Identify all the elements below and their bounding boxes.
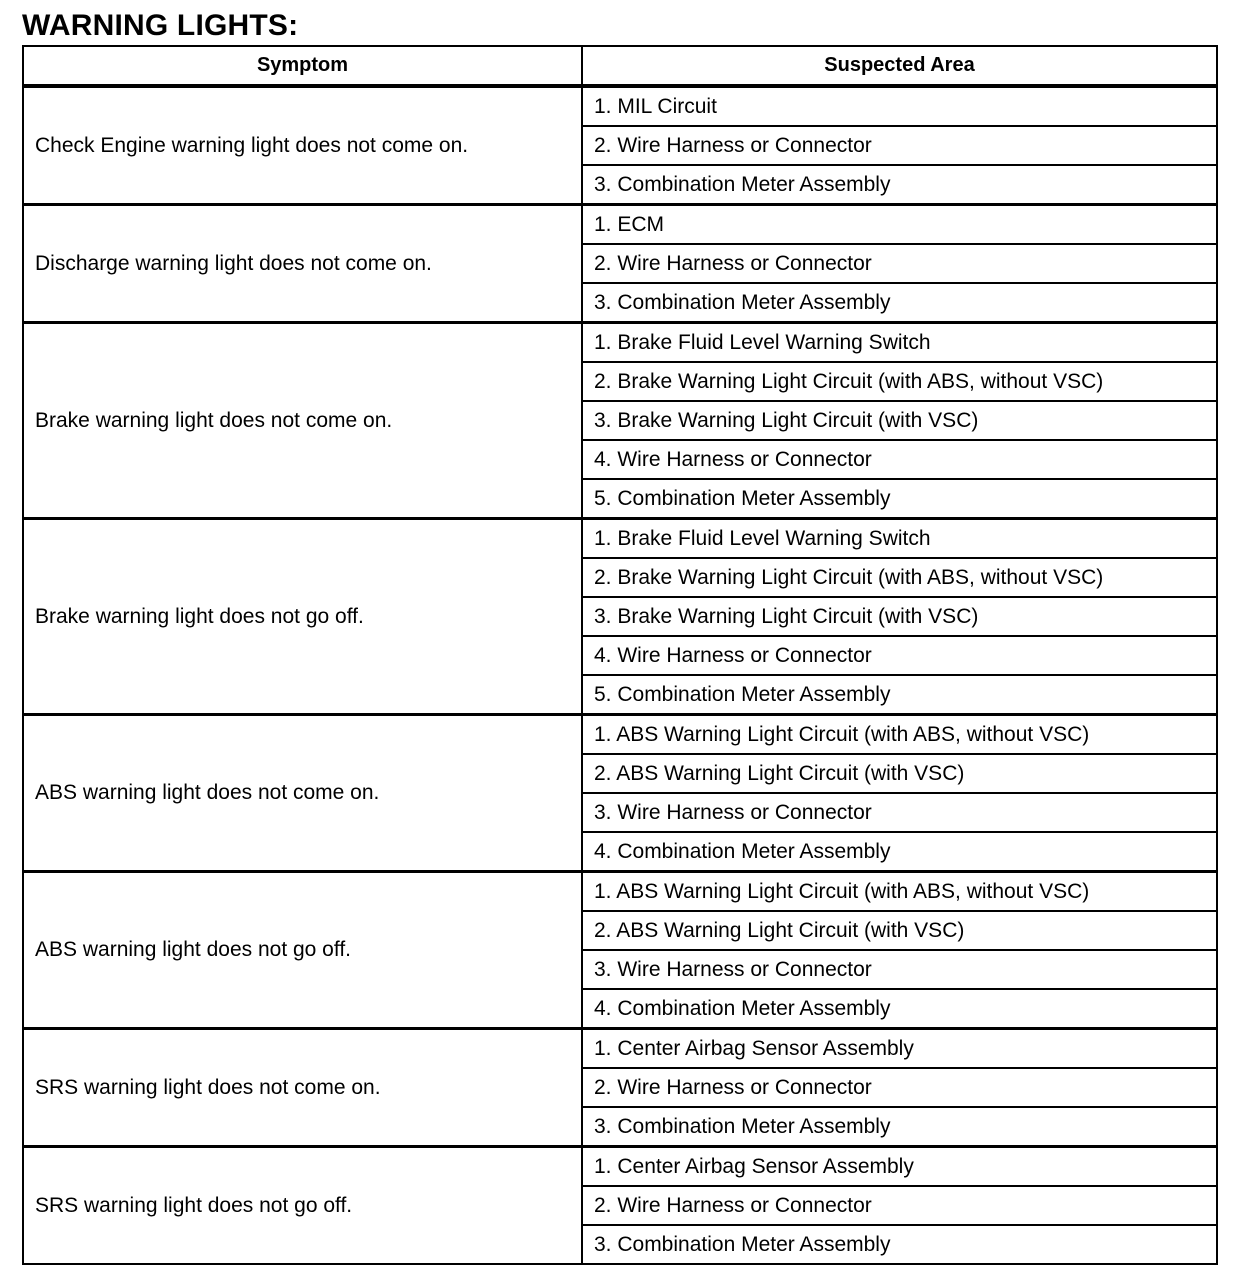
symptom-cell: Check Engine warning light does not come on. [23, 86, 582, 205]
table-row [23, 205, 1217, 245]
suspected-area-cell: 3. Combination Meter Assembly [582, 1107, 1217, 1147]
suspected-area-cell: 2. Wire Harness or Connector [582, 126, 1217, 165]
symptom-cell: ABS warning light does not go off. [23, 872, 582, 1029]
suspected-area-cell: 4. Wire Harness or Connector [582, 440, 1217, 479]
warning-lights-table-container [22, 45, 1216, 1265]
suspected-area-cell: 1. ECM [582, 205, 1217, 245]
symptom-cell: Brake warning light does not come on. [23, 323, 582, 519]
suspected-area-cell: 1. Center Airbag Sensor Assembly [582, 1147, 1217, 1187]
suspected-area-cell: 1. Brake Fluid Level Warning Switch [582, 519, 1217, 559]
symptom-cell: ABS warning light does not come on. [23, 715, 582, 872]
symptom-column-header: Symptom [23, 46, 582, 86]
suspected-area-cell: 3. Combination Meter Assembly [582, 165, 1217, 205]
table-row [23, 1029, 1217, 1069]
suspected-area-cell: 2. Brake Warning Light Circuit (with ABS, without VSC) [582, 362, 1217, 401]
table-row [23, 715, 1217, 755]
warning-lights-table [22, 45, 1218, 1265]
symptom-cell: Brake warning light does not go off. [23, 519, 582, 715]
suspected-area-cell: 2. Wire Harness or Connector [582, 1068, 1217, 1107]
table-row [23, 323, 1217, 363]
suspected-area-cell: 3. Brake Warning Light Circuit (with VSC) [582, 597, 1217, 636]
suspected-area-cell: 2. ABS Warning Light Circuit (with VSC) [582, 754, 1217, 793]
table-row [23, 519, 1217, 559]
suspected-area-cell: 5. Combination Meter Assembly [582, 675, 1217, 715]
table-row [23, 86, 1217, 126]
suspected-area-cell: 2. ABS Warning Light Circuit (with VSC) [582, 911, 1217, 950]
suspected-area-cell: 2. Wire Harness or Connector [582, 244, 1217, 283]
suspected-area-cell: 1. Brake Fluid Level Warning Switch [582, 323, 1217, 363]
symptom-cell: SRS warning light does not come on. [23, 1029, 582, 1147]
suspected-area-cell: 4. Combination Meter Assembly [582, 989, 1217, 1029]
table-row [23, 872, 1217, 912]
table-body [23, 86, 1217, 1264]
symptom-cell: Discharge warning light does not come on. [23, 205, 582, 323]
table-row [23, 1147, 1217, 1187]
suspected-area-cell: 3. Brake Warning Light Circuit (with VSC) [582, 401, 1217, 440]
suspected-area-cell: 1. MIL Circuit [582, 86, 1217, 126]
suspected-area-cell: 1. ABS Warning Light Circuit (with ABS, without VSC) [582, 715, 1217, 755]
suspected-area-cell: 5. Combination Meter Assembly [582, 479, 1217, 519]
suspected-area-cell: 3. Wire Harness or Connector [582, 793, 1217, 832]
page-title: WARNING LIGHTS: [22, 9, 299, 42]
suspected-area-cell: 4. Combination Meter Assembly [582, 832, 1217, 872]
suspected-area-cell: 1. Center Airbag Sensor Assembly [582, 1029, 1217, 1069]
table-header-row [23, 46, 1217, 86]
suspected-area-cell: 3. Combination Meter Assembly [582, 1225, 1217, 1264]
suspected-area-cell: 2. Wire Harness or Connector [582, 1186, 1217, 1225]
suspected-area-column-header: Suspected Area [582, 46, 1217, 86]
suspected-area-cell: 3. Wire Harness or Connector [582, 950, 1217, 989]
suspected-area-cell: 3. Combination Meter Assembly [582, 283, 1217, 323]
symptom-cell: SRS warning light does not go off. [23, 1147, 582, 1265]
suspected-area-cell: 1. ABS Warning Light Circuit (with ABS, without VSC) [582, 872, 1217, 912]
suspected-area-cell: 2. Brake Warning Light Circuit (with ABS, without VSC) [582, 558, 1217, 597]
suspected-area-cell: 4. Wire Harness or Connector [582, 636, 1217, 675]
